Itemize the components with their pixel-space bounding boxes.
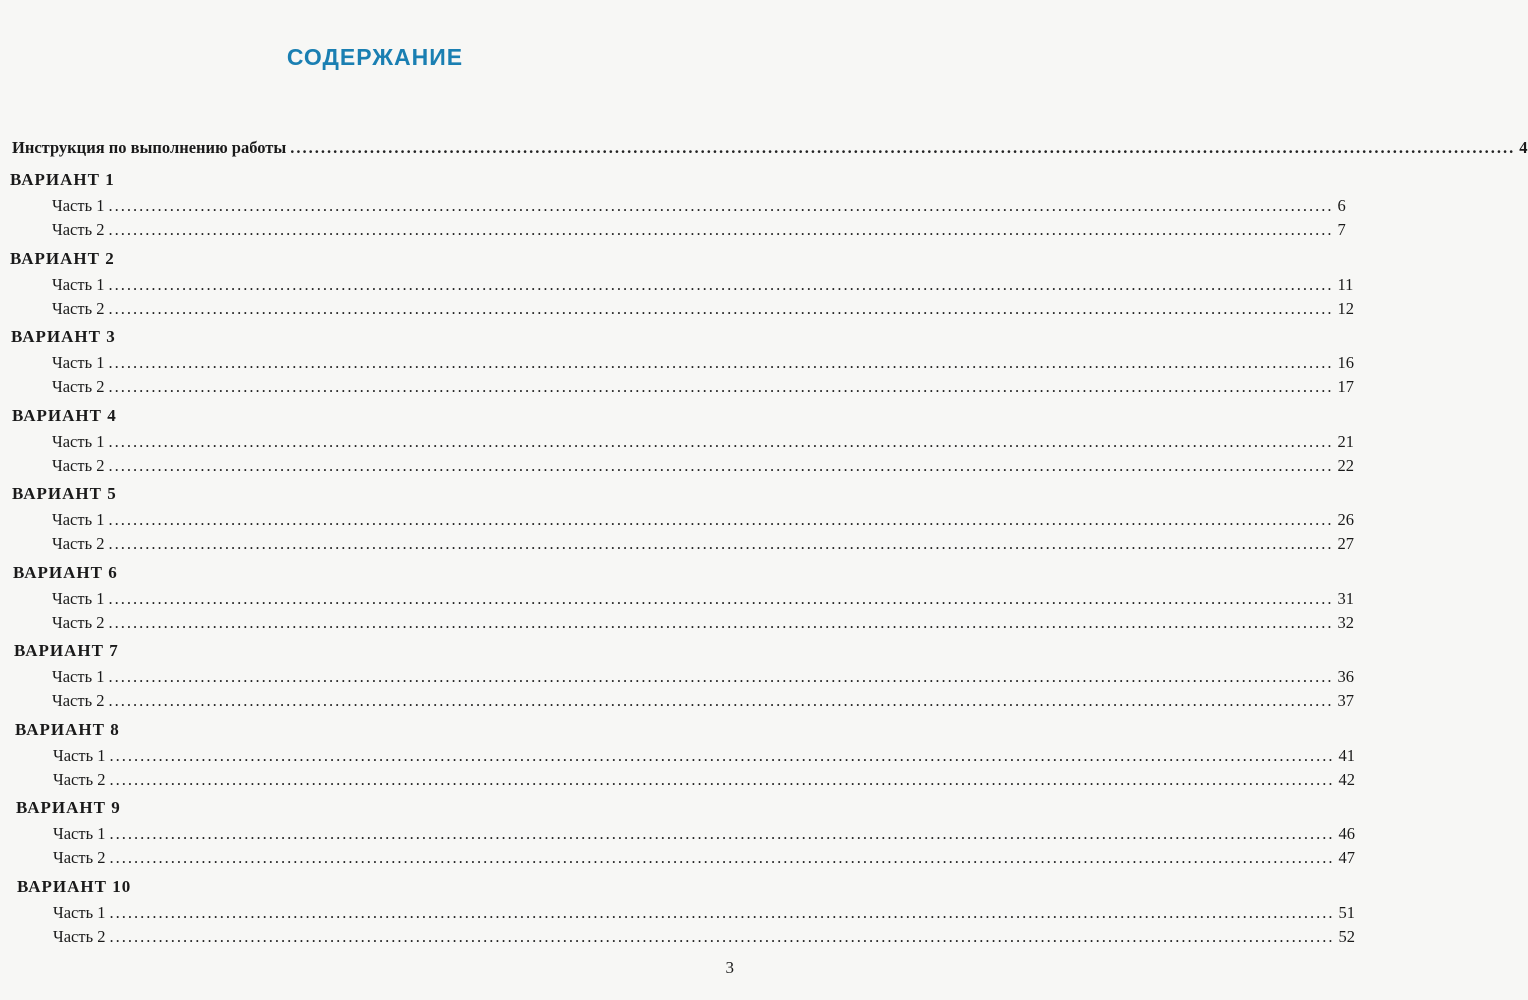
toc-entry-label: Часть 1 <box>52 274 105 294</box>
variant-heading: ВАРИАНТ 4 <box>12 405 117 425</box>
toc-entry-page: 6 <box>1337 196 1346 215</box>
toc-entry-page: 21 <box>1337 431 1354 451</box>
toc-entry-label: Часть 2 <box>52 220 105 239</box>
toc-entry-label: Часть 2 <box>53 848 106 867</box>
toc-leader-dots: ........................................................................................................................................................................................................ <box>108 588 1334 608</box>
toc-leader-dots: ........................................................................................................................................................................................................ <box>108 353 1334 372</box>
toc-entry-label: Часть 1 <box>53 902 106 922</box>
toc-entry-page: 46 <box>1338 824 1355 843</box>
toc-leader-dots: ........................................................................................................................................................................................................ <box>109 902 1335 922</box>
page-number: 3 <box>725 958 734 977</box>
toc-leader-dots: ........................................................................................................................................................................................................ <box>290 138 1516 157</box>
toc-leader-dots: ........................................................................................................................................................................................................ <box>108 612 1334 632</box>
toc-entry-part[interactable] <box>52 612 1354 633</box>
variant-heading: ВАРИАНТ 6 <box>13 562 118 582</box>
toc-entry-part[interactable] <box>52 455 1354 476</box>
toc-entry-page: 11 <box>1337 274 1354 294</box>
toc-entry-label: Часть 1 <box>52 431 105 451</box>
toc-entry-page: 52 <box>1338 926 1355 946</box>
toc-entry-part[interactable] <box>53 824 1355 844</box>
toc-entry-part[interactable] <box>52 377 1354 397</box>
toc-entry-label: Часть 1 <box>52 510 105 529</box>
toc-entry-label: Часть 1 <box>52 196 105 215</box>
toc-entry-part[interactable] <box>52 667 1354 687</box>
toc-leader-dots: ........................................................................................................................................................................................................ <box>108 220 1334 239</box>
variant-heading: ВАРИАНТ 3 <box>11 327 116 346</box>
toc-entry-part[interactable] <box>52 220 1346 240</box>
toc-entry-part[interactable] <box>52 691 1354 711</box>
toc-entry-label: Часть 2 <box>52 377 105 396</box>
toc-entry-part[interactable] <box>52 510 1354 530</box>
toc-entry-page: 32 <box>1337 612 1354 632</box>
toc-entry-label: Часть 2 <box>52 298 105 318</box>
toc-entry-page: 17 <box>1337 377 1354 396</box>
toc-entry-label: Инструкция по выполнению работы <box>12 138 287 157</box>
page-title: СОДЕРЖАНИЕ <box>286 44 464 70</box>
toc-entry-label: Часть 2 <box>52 612 105 632</box>
toc-entry-label: Часть 1 <box>53 745 106 765</box>
toc-entry-page: 16 <box>1337 353 1354 372</box>
toc-entry-label: Часть 1 <box>52 353 105 372</box>
toc-leader-dots: ........................................................................................................................................................................................................ <box>109 926 1335 946</box>
toc-leader-dots: ........................................................................................................................................................................................................ <box>109 848 1335 867</box>
toc-entry-page: 42 <box>1338 769 1355 789</box>
toc-entry-page: 51 <box>1338 902 1355 922</box>
toc-entry-part[interactable] <box>52 274 1354 295</box>
variant-heading: ВАРИАНТ 1 <box>10 170 115 189</box>
toc-leader-dots: ........................................................................................................................................................................................................ <box>108 377 1334 396</box>
toc-entry-label: Часть 2 <box>53 769 106 789</box>
toc-entry-page: 36 <box>1337 667 1354 686</box>
toc-leader-dots: ........................................................................................................................................................................................................ <box>108 455 1334 475</box>
toc-entry-part[interactable] <box>52 534 1354 554</box>
toc-leader-dots: ........................................................................................................................................................................................................ <box>109 824 1335 843</box>
variant-heading: ВАРИАНТ 7 <box>14 641 119 660</box>
toc-entry-page: 37 <box>1337 691 1354 710</box>
variant-heading: ВАРИАНТ 2 <box>10 248 115 268</box>
toc-leader-dots: ........................................................................................................................................................................................................ <box>108 298 1334 318</box>
toc-entry-page: 26 <box>1337 510 1354 529</box>
toc-leader-dots: ........................................................................................................................................................................................................ <box>108 431 1334 451</box>
toc-entry-label: Часть 1 <box>52 588 105 608</box>
variant-heading: ВАРИАНТ 8 <box>15 719 120 739</box>
toc-entry-page: 31 <box>1337 588 1354 608</box>
toc-leader-dots: ........................................................................................................................................................................................................ <box>109 769 1335 789</box>
toc-entry-page: 12 <box>1337 298 1354 318</box>
toc-entry-part[interactable] <box>52 298 1354 319</box>
toc-entry-part[interactable] <box>53 848 1355 868</box>
toc-leader-dots: ........................................................................................................................................................................................................ <box>108 510 1334 529</box>
toc-entry-page: 27 <box>1337 534 1354 553</box>
toc-entry-label: Часть 2 <box>53 926 106 946</box>
toc-leader-dots: ........................................................................................................................................................................................................ <box>108 196 1334 215</box>
toc-entry-page: 47 <box>1338 848 1355 867</box>
toc-leader-dots: ........................................................................................................................................................................................................ <box>109 745 1335 765</box>
toc-leader-dots: ........................................................................................................................................................................................................ <box>108 667 1334 686</box>
toc-entry-part[interactable] <box>53 926 1355 947</box>
toc-entry-part[interactable] <box>52 588 1354 609</box>
toc-entry-page: 4 <box>1519 138 1528 157</box>
toc-entry-part[interactable] <box>52 353 1354 373</box>
toc-leader-dots: ........................................................................................................................................................................................................ <box>108 274 1334 294</box>
toc-entry-part[interactable] <box>53 769 1355 790</box>
toc-entry-instruction[interactable] <box>12 138 1528 158</box>
variant-heading: ВАРИАНТ 10 <box>17 876 132 896</box>
toc-entry-part[interactable] <box>53 902 1355 923</box>
toc-entry-part[interactable] <box>52 196 1346 216</box>
toc-entry-label: Часть 2 <box>52 534 105 553</box>
variant-heading: ВАРИАНТ 9 <box>16 798 121 817</box>
toc-entry-label: Часть 2 <box>52 455 105 475</box>
toc-entry-label: Часть 1 <box>52 667 105 686</box>
toc-entry-page: 7 <box>1337 220 1346 239</box>
toc-entry-label: Часть 2 <box>52 691 105 710</box>
toc-entry-label: Часть 1 <box>53 824 106 843</box>
toc-entry-page: 41 <box>1338 745 1355 765</box>
toc-leader-dots: ........................................................................................................................................................................................................ <box>108 691 1334 710</box>
toc-entry-part[interactable] <box>52 431 1354 452</box>
toc-entry-part[interactable] <box>53 745 1355 766</box>
toc-entry-page: 22 <box>1337 455 1354 475</box>
variant-heading: ВАРИАНТ 5 <box>12 484 117 503</box>
toc-leader-dots: ........................................................................................................................................................................................................ <box>108 534 1334 553</box>
